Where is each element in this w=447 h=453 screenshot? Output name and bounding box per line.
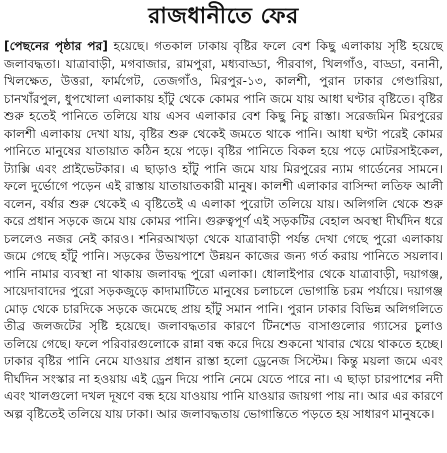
article-body-text: হয়েছে। গতকাল ঢাকায় বৃষ্টির ফলে বেশ কিছু এলাকায় সৃষ্টি হয়েছে জলাবদ্ধতা। যাত্রাবাড়ী, মগবাজার, রামপুরা, মধ্যবাড্ডা, পীরবাগ, খিলগাঁও, বাড্ডা, বনানী, খিলক্ষেত, উত্তরা, ফার্মগেট, তেজগাঁও, মিরপুর-১৩, কালশী, পুরান ঢাকার গেণ্ডারিয়া, চানখাঁরপুল, ধুপখোলা এলাকায় হাঁটু থেকে কোমর পানি জমে যায় আধা ঘণ্টার বৃষ্টিতে। বৃষ্টির শুরু হতেই পানিতে তলিয়ে যায় এসব এলাকার বেশ কিছু নিচু রাস্তা। সরেজমিন মিরপুরের কালশী এলাকায় দেখা যায়, বৃষ্টির শুরু থেকেই জমতে থাকে পানি। আধা ঘণ্টা পরেই কোমর পানিতে মানুষের যাতায়াত কঠিন হয়ে পড়ে। বৃষ্টির পানিতে বিকল হয়ে পড়ে মোটরসাইকেল, ট্যাক্সি এবং প্রাইভেটকার। এ ছাড়াও হাঁটু পানি জমে যায় মিরপুরের ন্যাম গার্ডেনের সামনে। ফলে দুর্ভোগে পড়েন এই রাস্তায় যাতায়াতকারী মানুষ। কালশী এলাকার বাসিন্দা লতিফ আলী বলেন, বর্ষার শুরু থেকেই এ বৃষ্টিতেই এ এলাকা পুরোটা তলিয়ে যায়। অলিগলি থেকে শুরু করে প্রধান সড়কে জমে যায় কোমর পানি। গুরুত্বপূর্ণ এই সড়কটির বেহাল অবস্থা দীর্ঘদিন ধরে চললেও নজর নেই কারও। শনিরআখড়া থেকে যাত্রাবাড়ী পর্যন্ত দেখা গেছে পুরো এলাকায় জমে গেছে হাঁটু পানি। সড়কের উভয়পাশে উন্নয়ন কাজের জন্য গর্ত করায় পানিতে সয়লাব। পানি নামার ব্যবস্থা না থাকায় জলাবদ্ধ পুরো এলাকা। ধোলাইপার থেকে যাত্রাবাড়ী, দয়াগঞ্জ, সায়েদাবাদের পুরো সড়কজুড়ে কাদামাটিতে মানুষের চলাচলে ভোগান্তি চরম পর্যায়ে। দয়াগঞ্জ মোড় থেকে চারদিকে সড়কে জমেছে প্রায় হাঁটু সমান পানি। পুরান ঢাকার বিভিন্ন অলিগলিতে তীব্র জলজটের সৃষ্টি হয়েছে। জলাবদ্ধতার কারণে টিনশেড বাসাগুলোর গ্যাসের চুলাও তলিয়ে গেছে। ফলে পরিবারগুলোকে রান্না বন্ধ করে দিয়ে শুকনো খাবার খেয়ে থাকতে হচ্ছে। ঢাকার বৃষ্টির পানি নেমে যাওয়ার প্রধান রাস্তা হলো ড্রেনেজ সিস্টেম। কিন্তু ময়লা জমে এবং দীর্ঘদিন সংস্কার না হওয়ায় এই ড্রেন দিয়ে পানি নেমে যেতে পারে না। এ ছাড়া চারপাশের নদী এবং খালগুলো দখল দূষণে বন্ধ হয়ে যাওয়ায় পানি যাওয়ার জায়গা পায় না। আর এর কারণে অল্প বৃষ্টিতেই তলিয়ে যায় ঢাকা। আর জলাবদ্ধতায় ভোগান্তিতে পড়তে হয় সাধারণ মানুষকে। [4,39,443,421]
article-headline: রাজধানীতে ফের [148,4,299,29]
continued-from-label: [পেছনের পৃষ্ঠার পর] [4,39,108,53]
article-body [4,38,443,423]
